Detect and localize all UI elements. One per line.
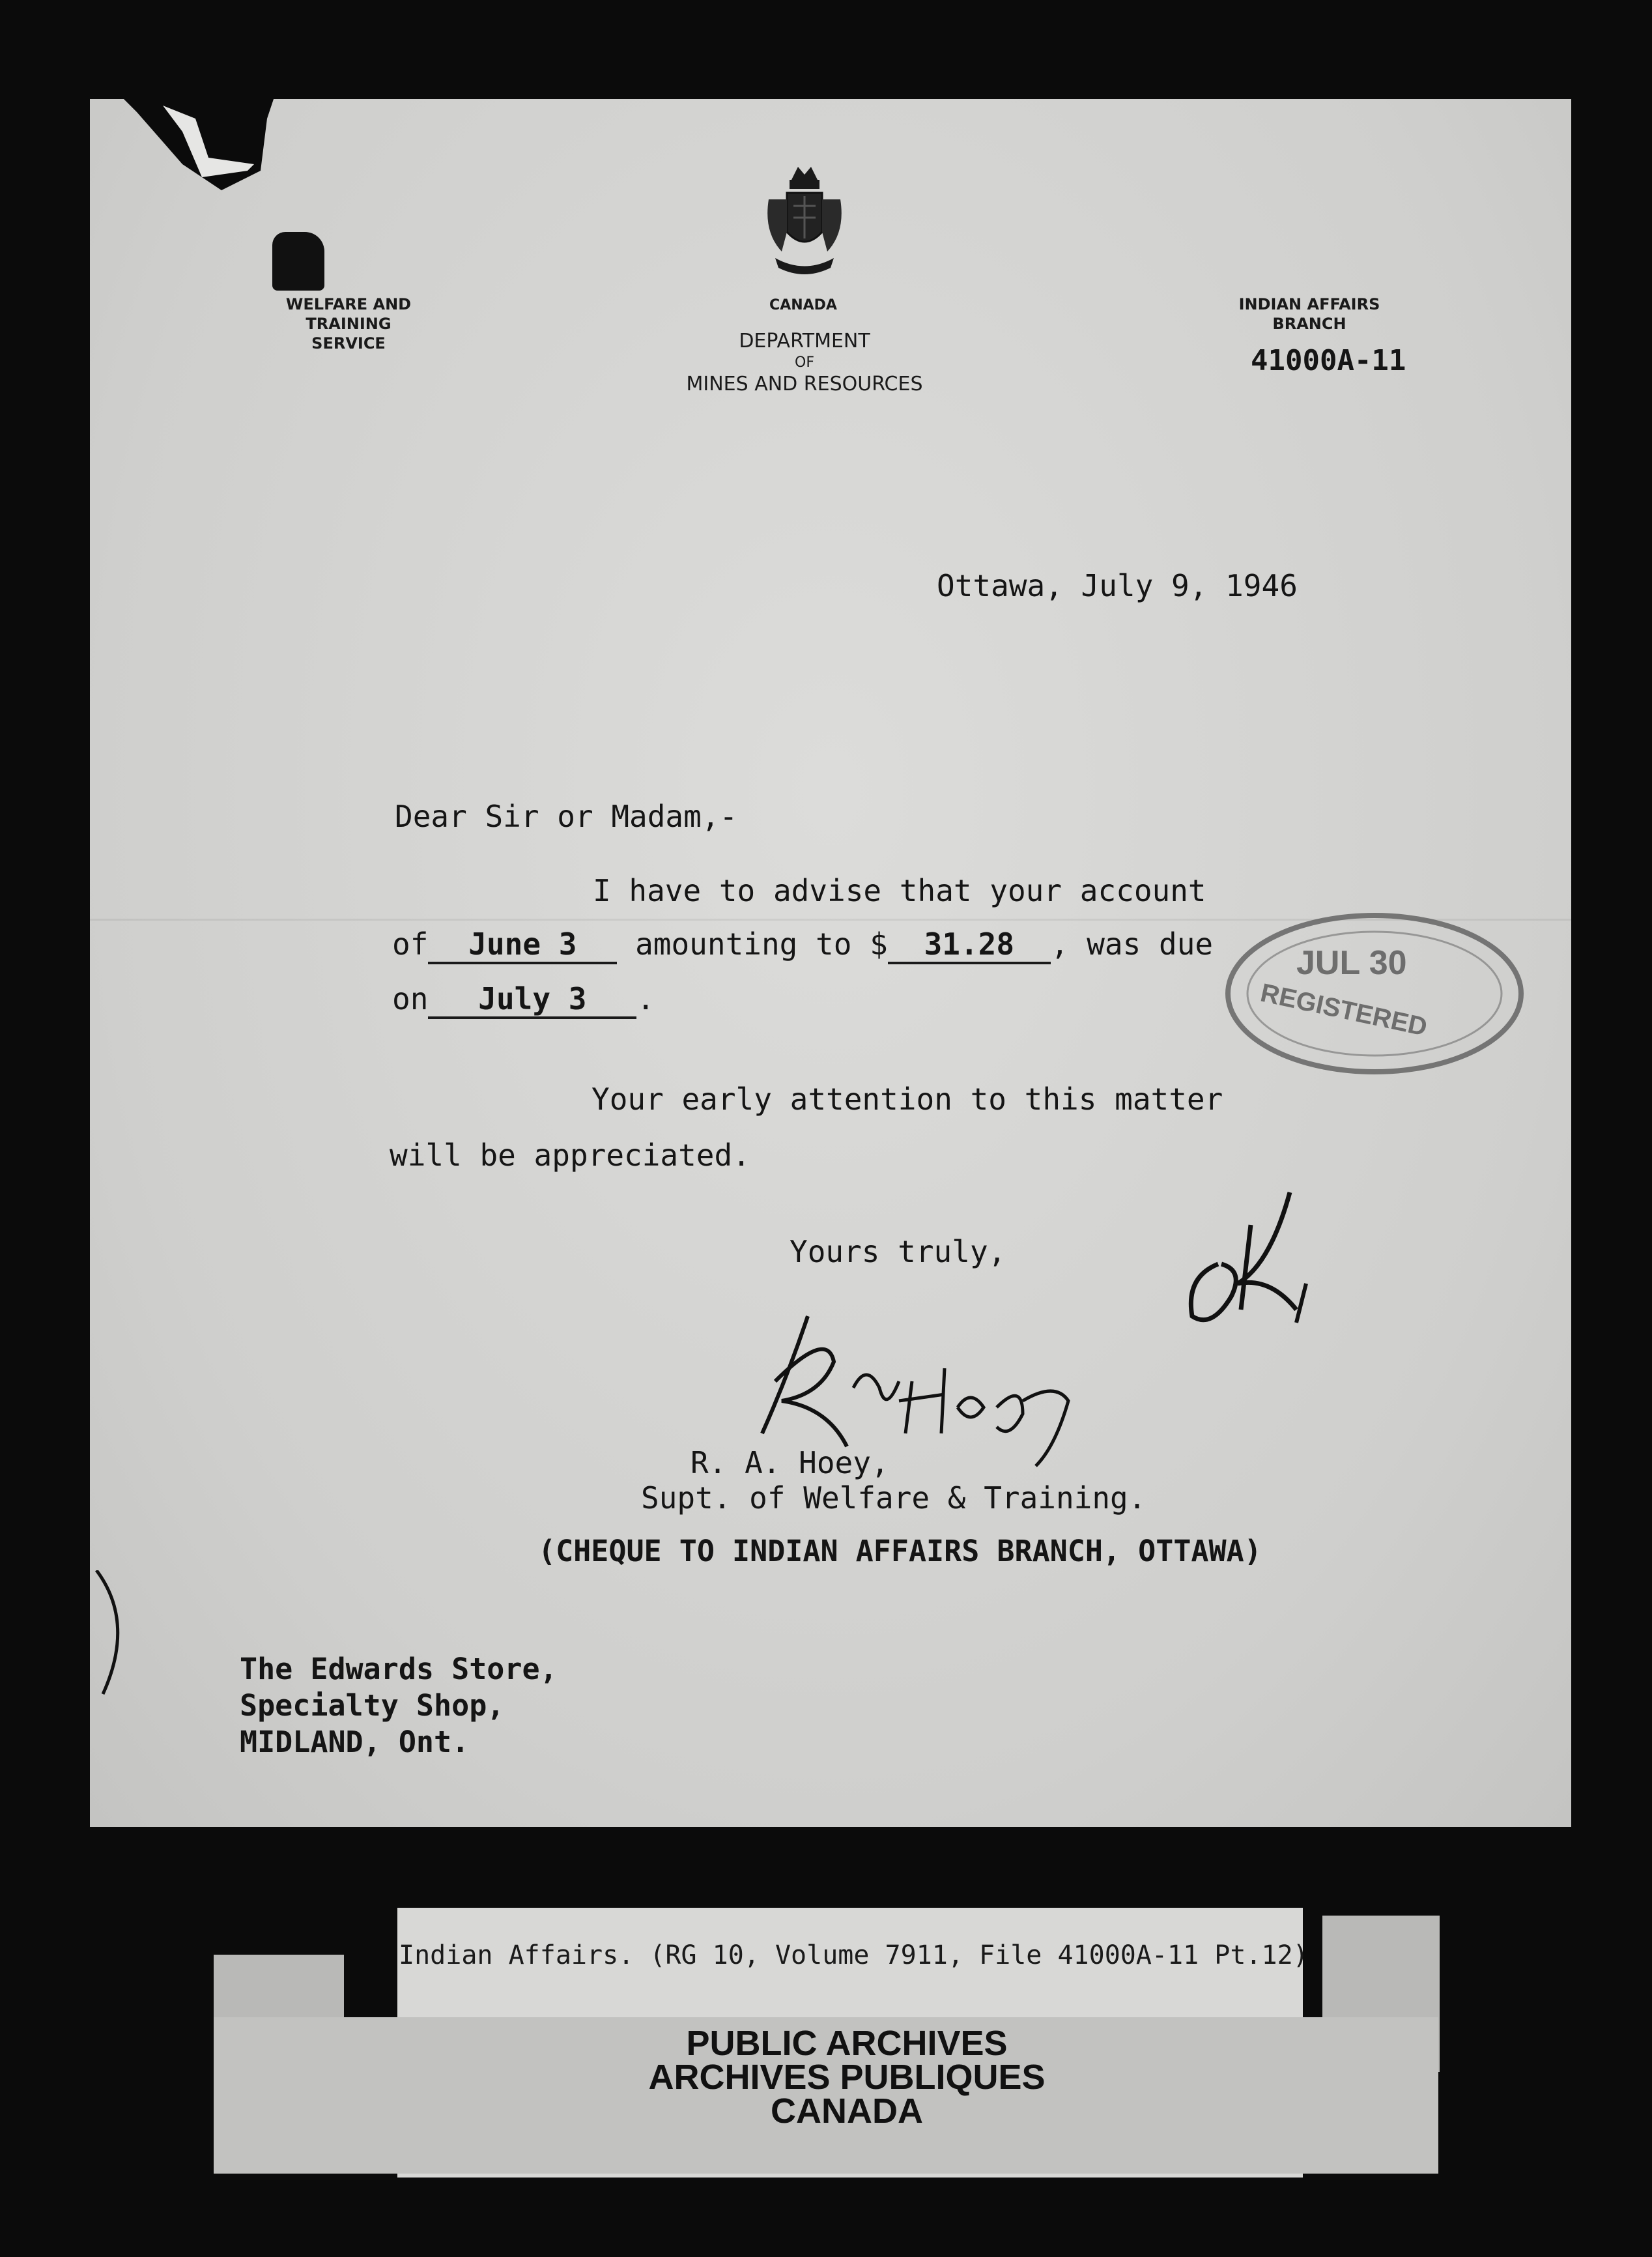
addressee-line2: Specialty Shop, xyxy=(240,1688,505,1723)
archive-stamp xyxy=(560,2024,1133,2131)
stamp-registered: REGISTERED xyxy=(1258,978,1430,1042)
edge-mark xyxy=(90,1570,142,1701)
letterhead-department xyxy=(651,328,958,397)
archive-stamp-line2: ARCHIVES PUBLIQUES xyxy=(648,2058,1046,2097)
registered-stamp xyxy=(1218,899,1531,1088)
was-due-text: , was due xyxy=(1050,927,1214,962)
punch-mark xyxy=(272,232,324,291)
letterhead-right-line2: BRANCH xyxy=(1272,315,1346,333)
coat-of-arms-icon xyxy=(762,160,847,291)
archive-stamp-line1: PUBLIC ARCHIVES xyxy=(686,2024,1008,2063)
dept-line2: OF xyxy=(795,354,814,371)
period-text: . xyxy=(636,981,655,1016)
addressee-block xyxy=(240,1651,558,1761)
closing: Yours truly, xyxy=(790,1234,1006,1269)
letterhead-left-line2: SERVICE xyxy=(311,334,386,352)
letterhead-right xyxy=(1218,295,1401,334)
cheque-note: (CHEQUE TO INDIAN AFFAIRS BRANCH, OTTAWA) xyxy=(538,1534,1262,1568)
torn-corner xyxy=(124,99,280,203)
signer-title: Supt. of Welfare & Training. xyxy=(641,1480,1146,1516)
salutation: Dear Sir or Madam,- xyxy=(395,799,738,834)
body-para2-line2: will be appreciated. xyxy=(390,1138,750,1173)
addressee-line1: The Edwards Store, xyxy=(240,1652,558,1686)
account-date-field: June 3 xyxy=(428,927,617,964)
due-date-field: July 3 xyxy=(428,981,636,1019)
of-text: of xyxy=(392,927,429,962)
archive-stamp-line3: CANADA xyxy=(771,2092,923,2131)
dept-line1: DEPARTMENT xyxy=(739,330,870,352)
date-line: Ottawa, July 9, 1946 xyxy=(937,568,1298,603)
body-line1: I have to advise that your account xyxy=(593,873,1206,908)
letterhead-country: CANADA xyxy=(769,297,837,313)
on-text: on xyxy=(392,981,429,1016)
body-para2-line1: Your early attention to this matter xyxy=(591,1082,1223,1117)
amount-field: 31.28 xyxy=(888,927,1051,964)
letterhead-left xyxy=(241,295,456,353)
archive-reference: Indian Affairs. (RG 10, Volume 7911, File 41000A-11 Pt.12) xyxy=(399,1940,1309,1970)
letterhead-left-line1: WELFARE AND TRAINING xyxy=(285,295,412,333)
letterhead-right-line1: INDIAN AFFAIRS xyxy=(1238,295,1380,313)
signer-name: R. A. Hoey, xyxy=(691,1445,889,1480)
stamp-date: JUL 30 xyxy=(1296,944,1407,982)
body-line2 xyxy=(392,927,1213,964)
dept-line3: MINES AND RESOURCES xyxy=(686,373,923,395)
handwritten-ok xyxy=(1173,1186,1342,1342)
file-number: 41000A-11 xyxy=(1251,344,1406,377)
amounting-text: amounting to $ xyxy=(635,927,888,962)
addressee-line3: MIDLAND, Ont. xyxy=(240,1725,470,1759)
body-line3 xyxy=(392,981,655,1019)
